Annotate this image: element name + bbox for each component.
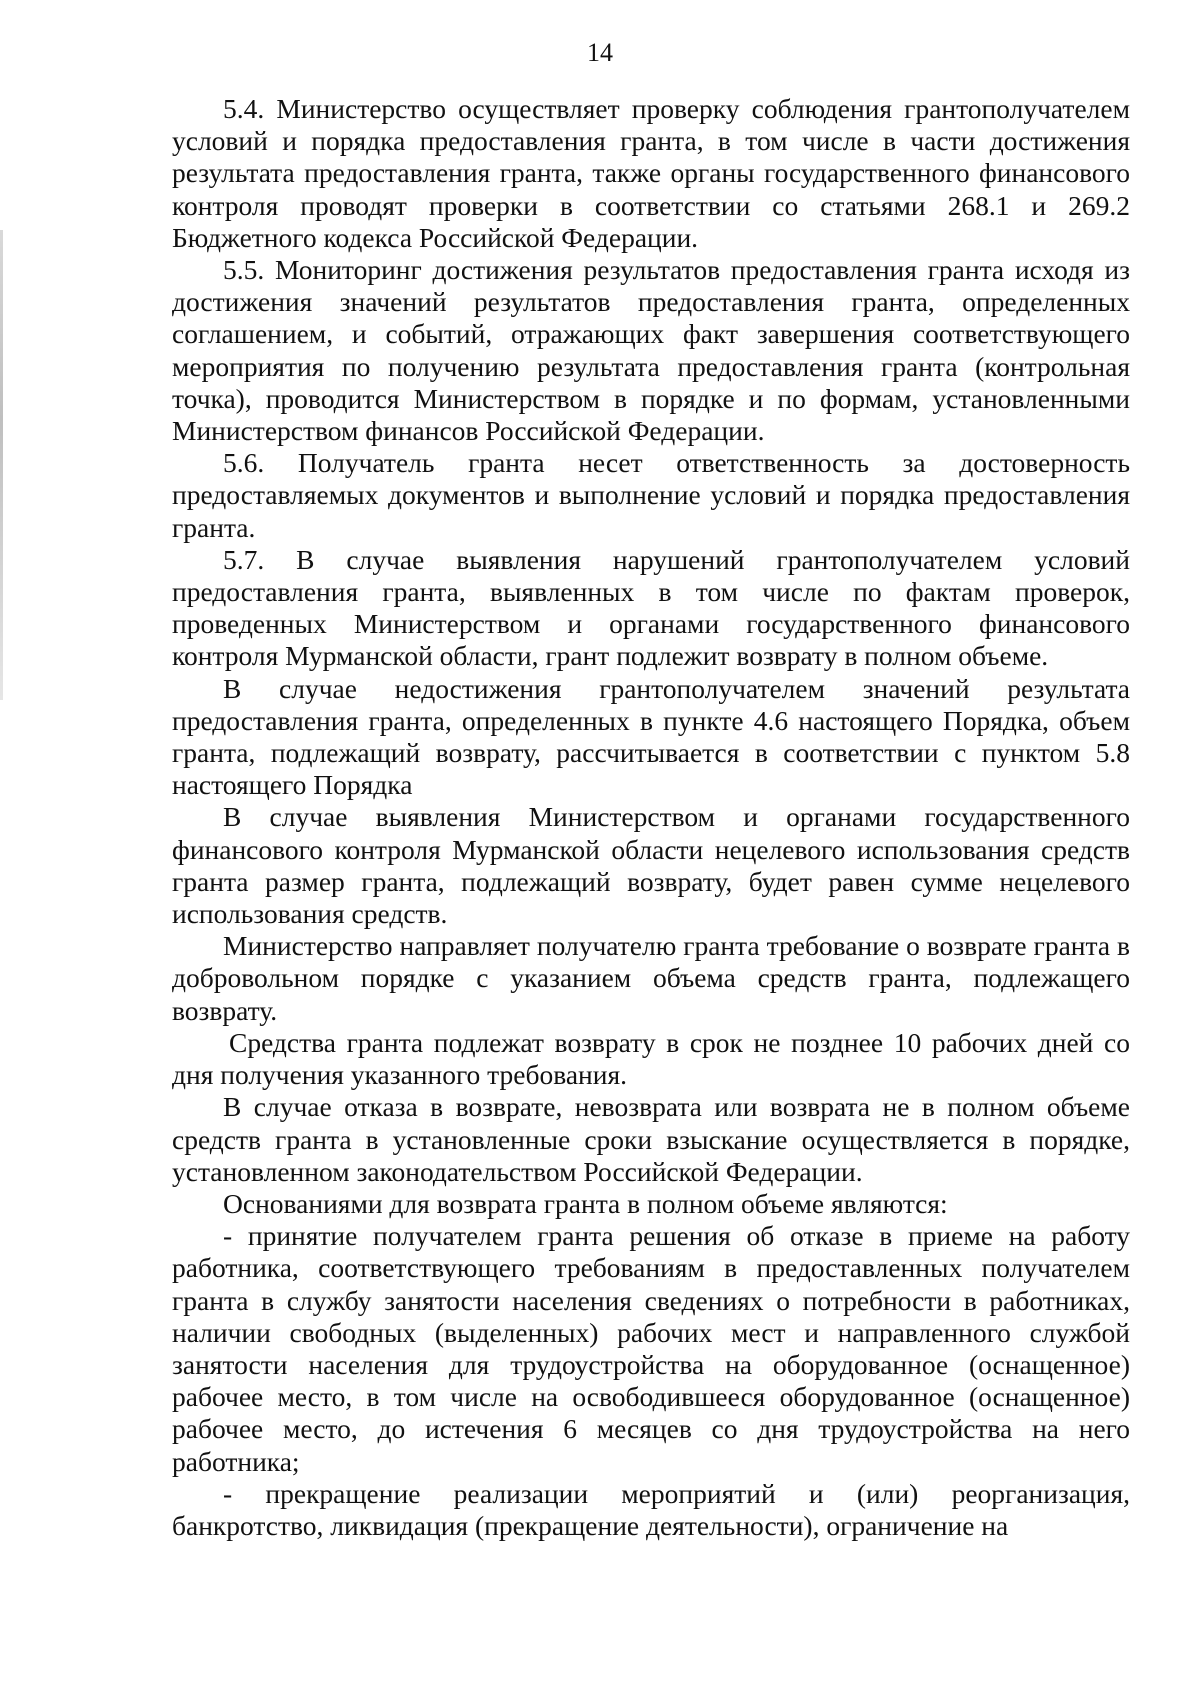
scan-edge-shadow	[0, 230, 3, 700]
paragraph-5-6: 5.6. Получатель гранта несет ответственность за достоверность предоставляемых документов и выполнение условий и порядка предоставления гранта.	[172, 447, 1130, 543]
paragraph-5-4: 5.4. Министерство осуществляет проверку соблюдения грантополучателем условий и порядка предоставления гранта, в том числе в части достижения результата предоставления гранта, также органы государственного финансового контроля проводят проверки в соответствии со статьями 268.1 и 269.2 Бюджетного кодекса Российской Федерации.	[172, 93, 1130, 253]
paragraph-non-achievement: В случае недостижения грантополучателем значений результата предоставления гранта, определенных в пункте 4.6 настоящего Порядка, объем гранта, подлежащий возврату, рассчитывается в соответствии с пунктом 5.8 настоящего Порядка	[172, 672, 1130, 801]
page-number: 14	[587, 38, 613, 67]
paragraph-refund-demand: Министерство направляет получателю гранта требование о возврате гранта в добровольном порядке с указанием объема средств гранта, подлежащего возврату.	[172, 930, 1130, 1026]
list-item-termination: - прекращение реализации мероприятий и (или) реорганизация, банкротство, ликвидация (прекращение деятельности), ограничение на	[172, 1477, 1130, 1541]
paragraph-refund-deadline: Средства гранта подлежат возврату в срок не позднее 10 рабочих дней со дня получения указанного требования.	[172, 1026, 1130, 1091]
document-body	[172, 93, 1130, 1542]
paragraph-5-7: 5.7. В случае выявления нарушений грантополучателем условий предоставления гранта, выявленных в том числе по фактам проверок, проведенных Министерством и органами государственного финансового контроля Мурманской области, грант подлежит возврату в полном объеме.	[172, 543, 1130, 672]
paragraph-misuse: В случае выявления Министерством и органами государственного финансового контроля Мурманской области нецелевого использования средств гранта размер гранта, подлежащий возврату, будет равен сумме нецелевого использования средств.	[172, 801, 1130, 930]
paragraph-grounds-heading: Основаниями для возврата гранта в полном объеме являются:	[223, 1187, 948, 1219]
paragraph-recovery: В случае отказа в возврате, невозврата или возврата не в полном объеме средств гранта в установленные сроки взыскание осуществляется в порядке, установленном законодательством Российской Федерации.	[172, 1091, 1130, 1187]
list-item-refusal-hiring: - принятие получателем гранта решения об отказе в приеме на работу работника, соответствующего требованиям в предоставленных получателем гранта в службу занятости населения сведениях о потребности в работниках, наличии свободных (выделенных) рабочих мест и направленного службой занятости населения для трудоустройства на оборудованное (оснащенное) рабочее место, в том числе на освободившееся оборудованное (оснащенное) рабочее место, до истечения 6 месяцев со дня трудоустройства на него работника;	[172, 1220, 1130, 1477]
paragraph-5-5: 5.5. Мониторинг достижения результатов предоставления гранта исходя из достижения значений результатов предоставления гранта, определенных соглашением, и событий, отражающих факт завершения соответствующего мероприятия по получению результата предоставления гранта (контрольная точка), проводится Министерством в порядке и по формам, установленными Министерством финансов Российской Федерации.	[172, 254, 1130, 447]
